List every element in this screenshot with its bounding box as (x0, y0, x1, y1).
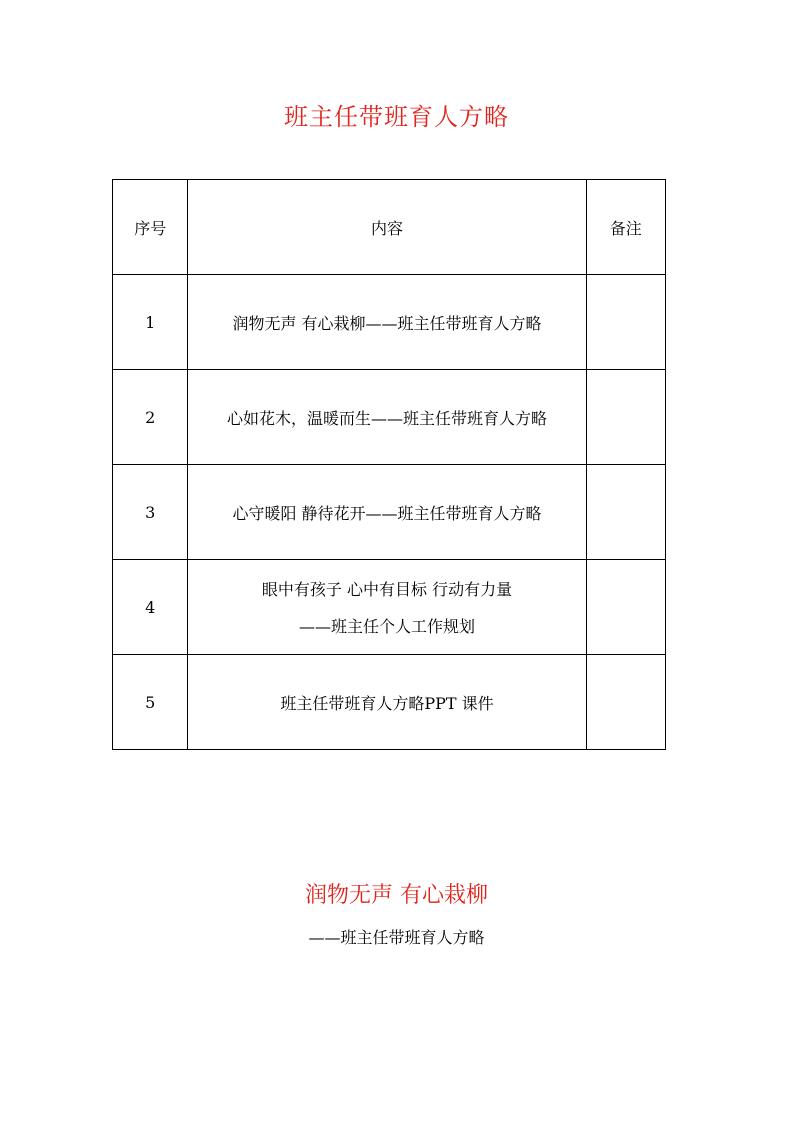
row-note (586, 370, 665, 465)
header-note: 备注 (586, 180, 665, 275)
row-content-line1: 眼中有孩子 心中有目标 行动有力量 (261, 580, 513, 599)
table-row (113, 370, 666, 465)
row-note (586, 655, 665, 750)
section-title: 润物无声 有心栽柳 (305, 883, 488, 908)
header-no: 序号 (113, 180, 188, 275)
table-row (113, 275, 666, 370)
row-content: 班主任带班育人方略PPT 课件 (188, 655, 586, 750)
table-row (113, 655, 666, 750)
row-content (188, 560, 586, 655)
table-header-row (113, 180, 666, 275)
row-content: 润物无声 有心栽柳——班主任带班育人方略 (188, 275, 586, 370)
row-content: 心守暖阳 静待花开——班主任带班育人方略 (188, 465, 586, 560)
row-no: 5 (113, 655, 188, 750)
row-no: 1 (113, 275, 188, 370)
row-no: 3 (113, 465, 188, 560)
contents-table (112, 179, 666, 750)
table-row (113, 465, 666, 560)
section-subtitle: ——班主任带班育人方略 (308, 928, 485, 947)
row-content-line2: ——班主任个人工作规划 (298, 617, 475, 636)
row-no: 2 (113, 370, 188, 465)
row-no: 4 (113, 560, 188, 655)
row-note (586, 560, 665, 655)
row-content: 心如花木，温暖而生——班主任带班育人方略 (188, 370, 586, 465)
table-row (113, 560, 666, 655)
header-content: 内容 (188, 180, 586, 275)
row-note (586, 465, 665, 560)
document-title: 班主任带班育人方略 (284, 103, 509, 131)
row-note (586, 275, 665, 370)
